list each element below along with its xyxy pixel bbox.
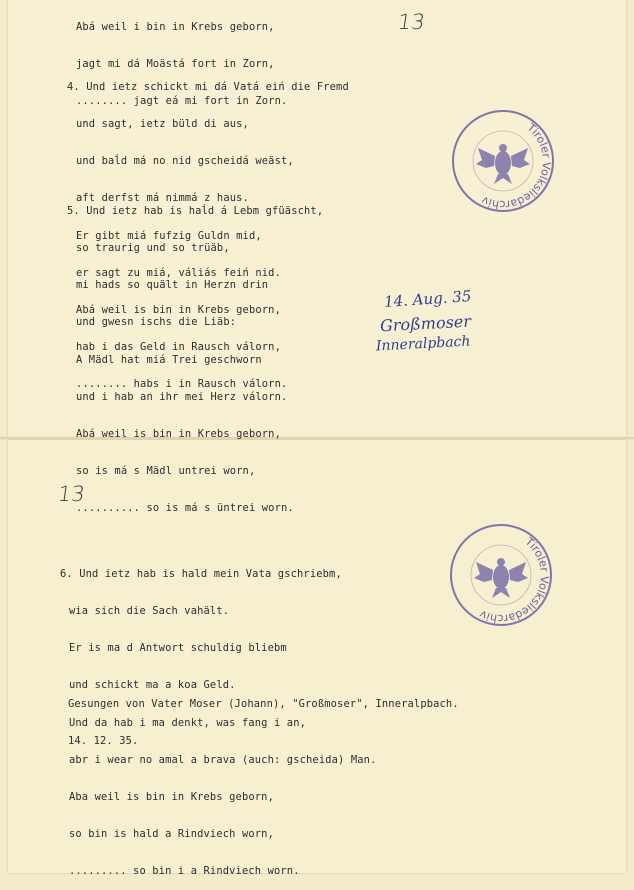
verse-line: abr i wear no amal a brava (auch: gscheida) Man. bbox=[69, 753, 377, 766]
handwritten-place: Inneralpbach bbox=[375, 333, 471, 355]
verse-line: und schickt ma a koa Geld. bbox=[69, 679, 236, 692]
eagle-emblem-icon bbox=[476, 144, 530, 184]
verse-line: A Mädl hat miá Trei geschworn bbox=[76, 353, 262, 366]
verse-line: Abá weil is bin in Krebs geborn, bbox=[76, 304, 281, 317]
verse-line: jagt mi dá Moästá fort in Zorn, bbox=[76, 58, 275, 71]
stamp-text: Tiroler Volksliedarchiv bbox=[477, 534, 552, 626]
verse-line: und sagt, ietz büld di aus, bbox=[76, 118, 249, 131]
verse-line: 6. Und ietz hab is hald mein Vata gschriebm, bbox=[60, 567, 342, 580]
verse-line: Er is ma d Antwort schuldig bliebm bbox=[69, 642, 287, 655]
handwritten-date: 14. Aug. 35 bbox=[383, 286, 472, 312]
verse-line: er sagt zu miá, váliás feiń nid. bbox=[76, 266, 281, 279]
verse-line: so bin is hald a Rindviech worn, bbox=[69, 828, 274, 841]
verse-line: mi hads so quält in Herzn drin bbox=[76, 279, 269, 292]
verse-5 bbox=[67, 180, 323, 527]
page-number-top: 13 bbox=[396, 10, 427, 34]
verse-line: und gwesn ischs die Liäb: bbox=[76, 316, 237, 329]
verse-line: und i hab an ihr mei Herz válorn. bbox=[76, 390, 288, 403]
eagle-emblem-icon bbox=[474, 558, 528, 598]
archive-stamp-bottom bbox=[448, 522, 554, 628]
verse-line: Und da hab i ma denkt, was fang i an, bbox=[69, 716, 307, 729]
verse-line: ........ habs i in Rausch válorn. bbox=[76, 378, 288, 391]
verse-line: 5. Und ietz hab is haĺd á Lebm gfüäscht, bbox=[67, 204, 324, 217]
verse-line: Aba weil is bin in Krebs geborn, bbox=[69, 791, 274, 804]
page-number-bottom: 13 bbox=[56, 482, 87, 506]
verse-line: so traurig und so trüäb, bbox=[76, 242, 230, 255]
verse-line: ......... so bin i a Rindviech worn. bbox=[69, 865, 300, 878]
handwritten-name: Großmoser bbox=[379, 311, 472, 336]
verse-line: .......... so is má s üntrei worn. bbox=[76, 502, 294, 515]
song-source-footer bbox=[68, 673, 459, 760]
stamp-text: Tiroler Volksliedarchiv bbox=[479, 120, 554, 212]
footer-line: Gesungen von Vater Moser (Johann), "Großmoser", Inneralpbach. bbox=[68, 697, 459, 710]
verse-line: Abá weil i bin in Krebs geborn, bbox=[76, 20, 275, 33]
verse-line: Er gibt miá fufzig Guldn mid, bbox=[76, 229, 262, 242]
verse-line: so is má s Mädl untrei worn, bbox=[76, 465, 256, 478]
verse-line: Abá weil is bin in Krebs geborn, bbox=[76, 428, 281, 441]
verse-line: und baĺd má no nid gscheidá weäst, bbox=[76, 155, 294, 168]
verse-line: 4. Und ietz schickt mi dá Vatá eiń die Fremd bbox=[67, 80, 349, 93]
footer-line: 14. 12. 35. bbox=[68, 735, 139, 748]
verse-line: wia sich die Sach vahält. bbox=[69, 605, 230, 618]
verse-line: ........ jagt eá mi fort in Zorn. bbox=[76, 95, 288, 108]
verse-line: hab i das Geld in Rausch válorn, bbox=[76, 341, 281, 354]
verse-line: aft derfst má nimmá z haus. bbox=[76, 192, 249, 205]
archive-stamp-top bbox=[450, 108, 556, 214]
